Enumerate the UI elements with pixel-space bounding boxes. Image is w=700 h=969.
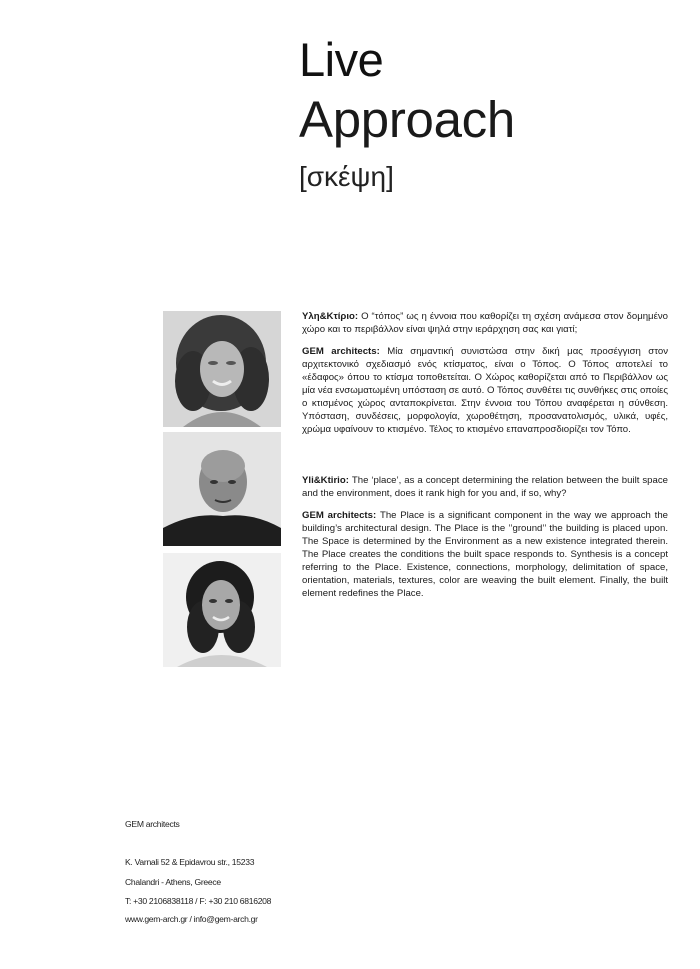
- footer-phone: T: +30 2106838118 / F: +30 210 6816208: [125, 896, 272, 906]
- title-thought: [σκέψη]: [299, 161, 394, 192]
- answer-greek: [302, 345, 668, 436]
- question-greek: [302, 310, 668, 336]
- question-english: [302, 474, 668, 500]
- interview-english: [302, 474, 668, 609]
- question-text-greek: Ο “τόπος” ως η έννοια που καθορίζει τη σχέση ανάμεσα στον δομημένο χώρο και το περιβάλλον είναι ψηλά στην ιεράρχηση σας και γιατί;: [302, 311, 668, 335]
- interview-greek: [302, 310, 668, 445]
- footer-city: Chalandri - Athens, Greece: [125, 877, 221, 887]
- answer-label-greek: GEM architects:: [302, 346, 388, 357]
- portrait-photo-2: [163, 432, 281, 546]
- question-label-english: Yli&Ktirio:: [302, 475, 352, 486]
- portrait-photo-3: [163, 553, 281, 667]
- footer-company: GEM architects: [125, 819, 180, 829]
- answer-label-english: GEM architects:: [302, 510, 380, 521]
- answer-text-english: The Place is a significant component in the way we approach the building’s architectural design. The Place is the ’’ground’’ the building is placed upon. The Space is determined by the Environment as a new existence integrated therein. The Place creates the conditions the built space responds to. Synthesis is a concept referring to the Place. Existence, connections, morphology, delimitation of space, orientation, materials, textures, color are weaving the built element. Finally, the built element redefines the Place.: [302, 510, 668, 599]
- question-label-greek: Υλη&Κτίριο:: [302, 311, 362, 322]
- footer-address: K. Varnali 52 & Epidavrou str., 15233: [125, 857, 255, 867]
- question-text-english: The ‘place’, as a concept determining the relation between the built space and the environment, does it rank high for you and, if so, why?: [302, 475, 668, 499]
- portrait-photo-1: [163, 311, 281, 427]
- answer-text-greek: Μία σημαντική συνιστώσα στην δική μας προσέγγιση στον αρχιτεκτονικό σχεδιασμό ενός κτίσματος, είναι ο Τόπος. Ο Τόπος αποτελεί το «έδαφος» όπου το κτίσμα τοποθετείται. Ο Χώρος καθορίζεται από το Περιβάλλον ως μία νέα ενσωματωμένη υπόσταση σε αυτό. Ο Τόπος συνθέτει τις συνθήκες στις οποίες ο κτισμένος χώρος ανταποκρίνεται. Στην έννοια του Τόπου αναφέρεται η σύνθεση. Υπόσταση, συνδέσεις, μορφολογία, χωροθέτηση, προσανατολισμός, υλικά, υφές, χρώμα υφαίνουν το κτισμένο. Τέλος το κτισμένο επαναπροσδιορίζει τον Τόπο.: [302, 346, 668, 435]
- footer-web: www.gem-arch.gr / info@gem-arch.gr: [125, 914, 258, 924]
- title-live: Live: [299, 33, 384, 86]
- title-approach: Approach: [299, 91, 515, 148]
- answer-english: [302, 509, 668, 600]
